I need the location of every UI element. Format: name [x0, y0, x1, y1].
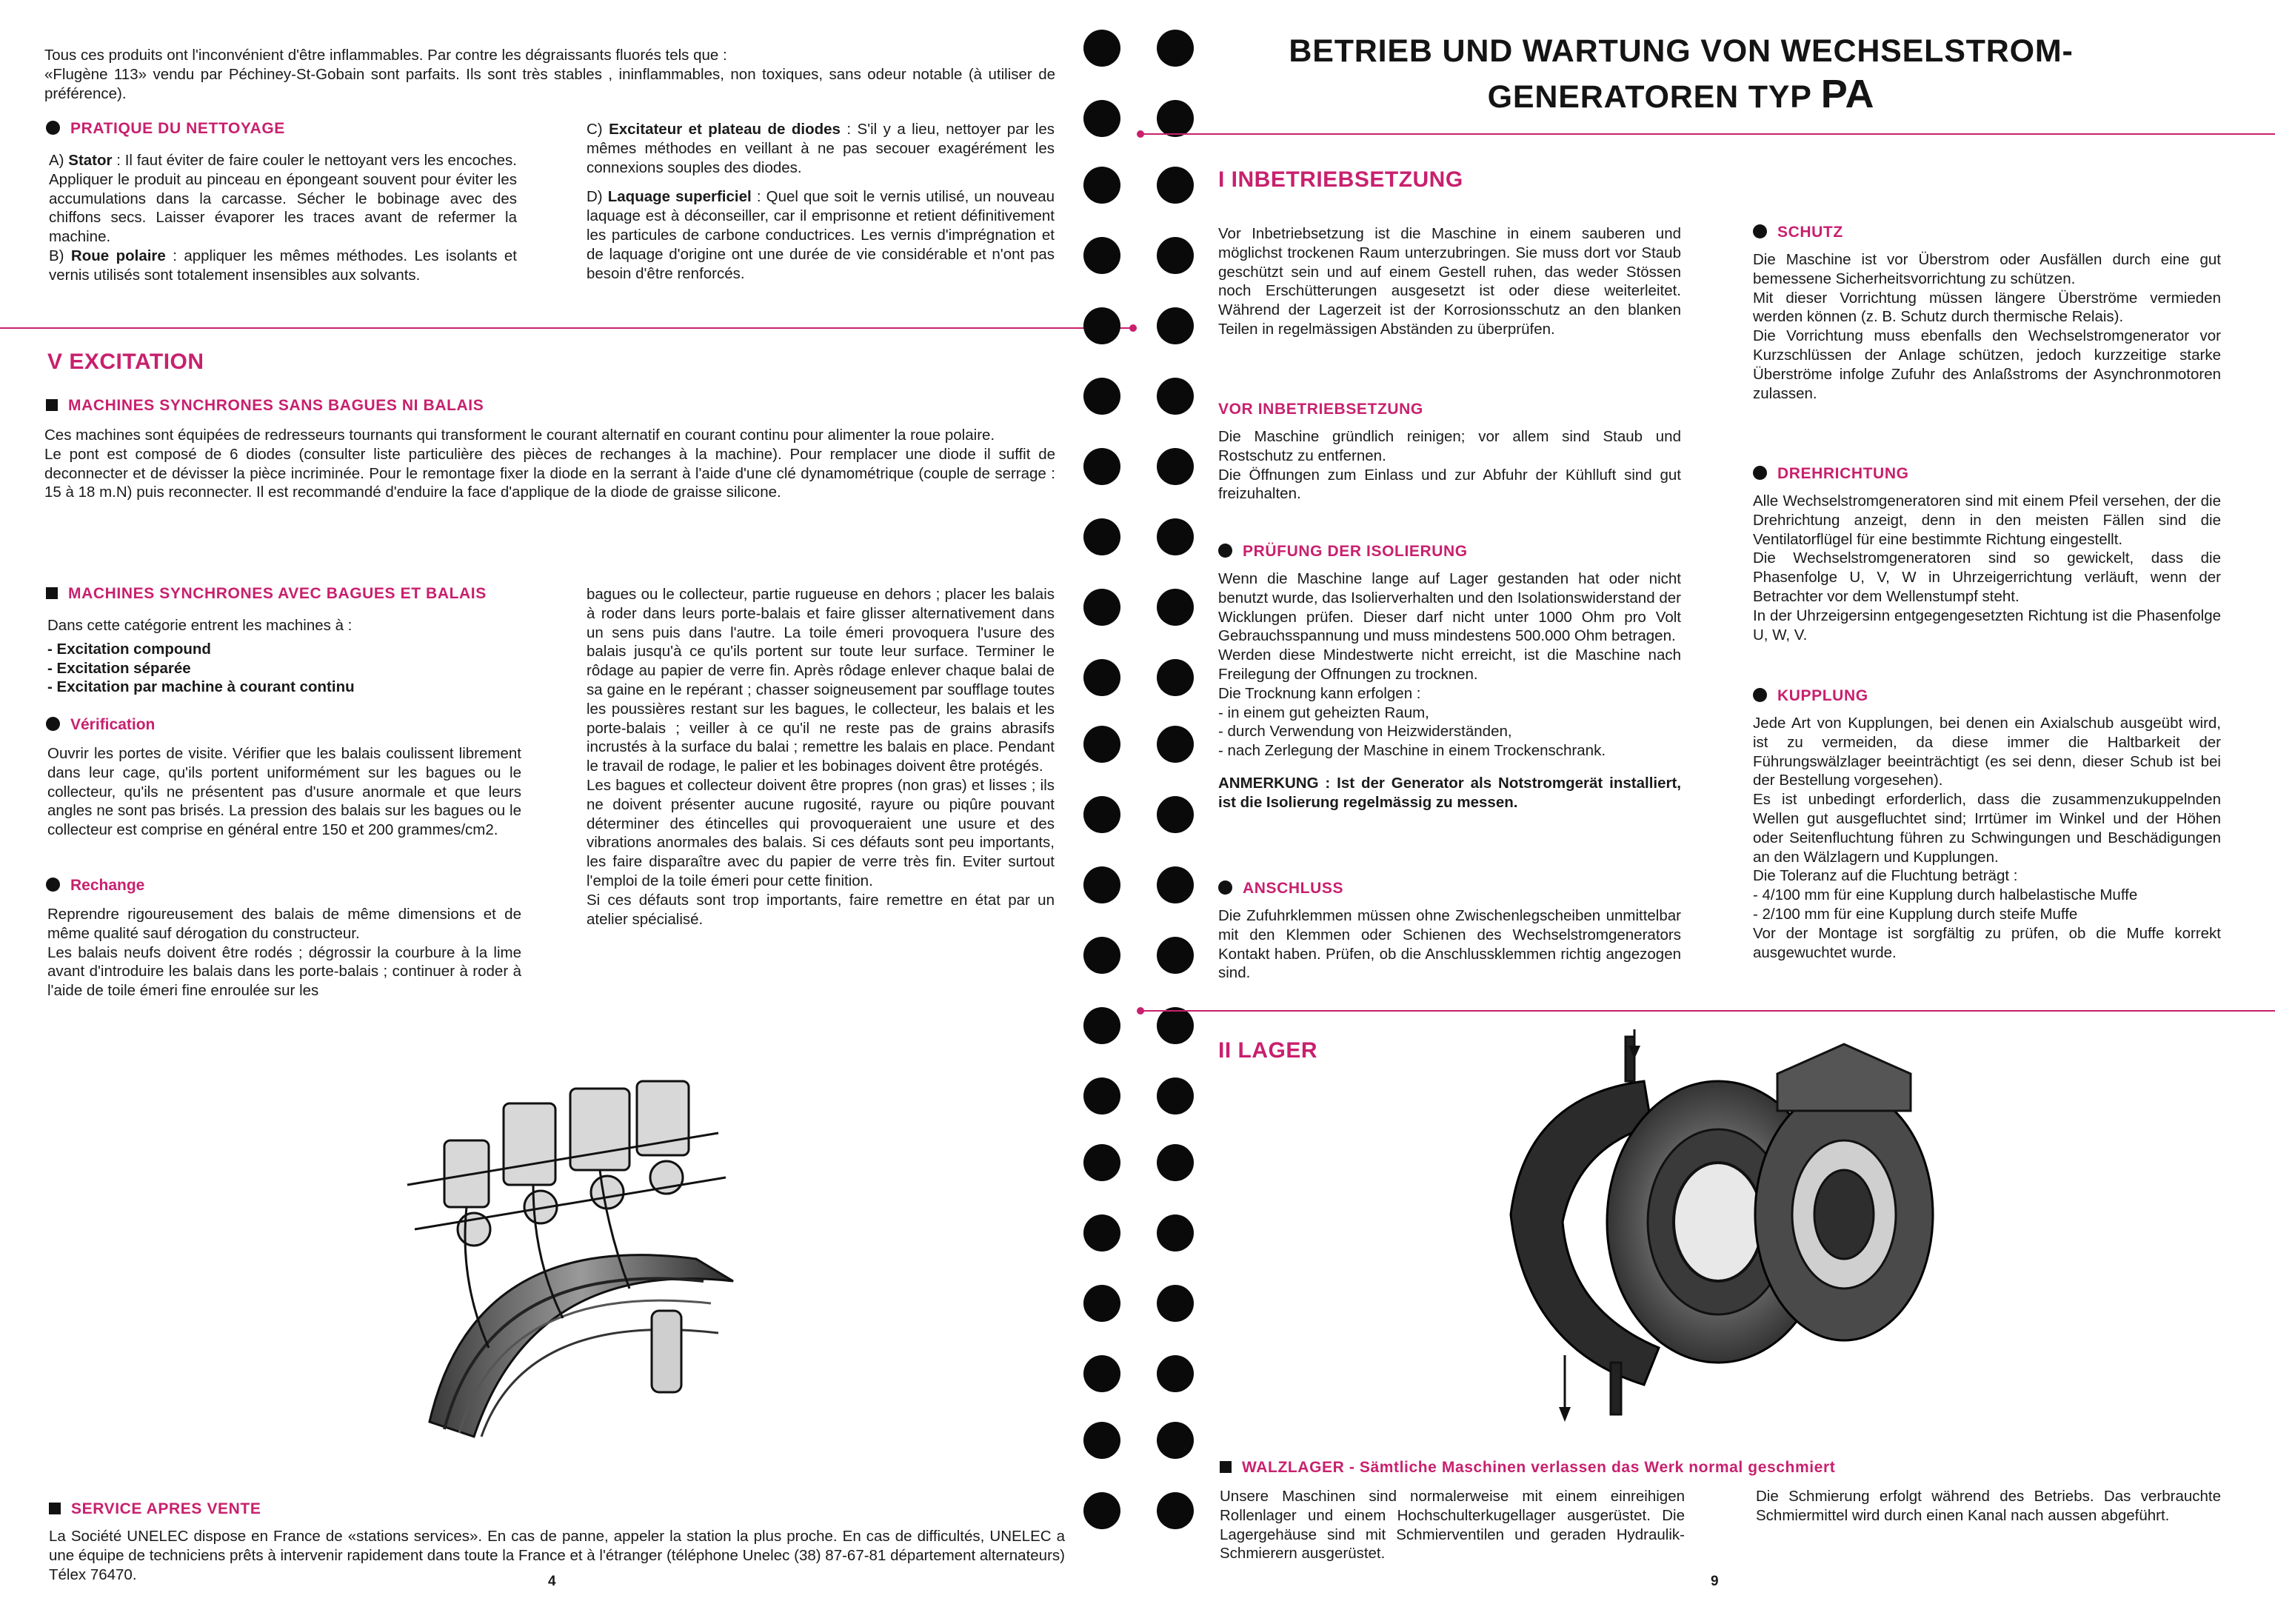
bullet-dot-icon [46, 878, 60, 892]
bullet-dot-icon [46, 121, 60, 135]
heading-rechange: Rechange [46, 877, 144, 895]
list-item: - Excitation par machine à courant continu [47, 678, 355, 696]
heading-v-excitation: V EXCITATION [47, 350, 204, 374]
inbetrieb-text: Vor Inbetriebsetzung ist die Maschine in einem sauberen und möglichst trockenen Raum unterzubringen. Sie muss dort vor Staub geschützt sein und auf einem Gestell ruhen, das weder Stössen noch Erschütterungen ausgesetzt ist oder diese weiterleitet. Während der Lagerzeit ist der Korrosionsschutz an den blanken Teilen in regelmässigen Abständen zu überprüfen. [1218, 225, 1681, 338]
heading-verification: Vérification [46, 716, 155, 734]
toleranz-list [1753, 886, 2221, 924]
avec-bagues-intro: Dans cette catégorie entrent les machines à : - Excitation compound - Excitation séparée - Excitation par machine à courant continu [47, 616, 521, 697]
section-divider-right-lager [1140, 1010, 2275, 1012]
bullet-dot-icon [1753, 466, 1767, 480]
heading-anschluss: ANSCHLUSS [1218, 880, 1343, 898]
heading-service-apres-vente: SERVICE APRES VENTE [49, 1500, 261, 1518]
list-item: - Excitation compound [47, 640, 211, 658]
rodage-col2: bagues ou le collecteur, partie rugueuse en dehors ; placer les balais à roder dans leurs porte-balais et faire glisser alternativement dans un sens puis dans l'autre. La toile émeri provoquera l'usure des balais jusqu'à ce qu'ils portent sur toute leur surface. Terminer le rôdage au papier de verre fin. Après rôdage enlever chaque balai de sa gaine en le repérant ; chasser soigneusement par soufflage toutes les poussières restant sur les bagues, le collecteur, les balais et les porte-balais ; veiller à ce qu'il ne reste pas de grains abrasifs incrustés à la surface du balai ; remettre les balais en place. Pendant le travail de rodage, le palier et les bobinages doivent être protégés. Les bagues et collecteur doivent être propres (non gras) et lisses ; ils ne doivent présenter aucune rugosité, rayure ou piqûre pouvant déterminer des étincelles qui provoqueraient une usure et des vibrations anormales des balais. Si ces défauts sont peu importants, les faire disparaître avec du papier de verre très fin. Eviter surtout l'emploi de la toile émeri pour cette finition. Si ces défauts sont trop importants, faire remettre en état par un atelier spécialisé. [587, 586, 1055, 928]
section-divider-right-top [1140, 133, 2275, 135]
page-number-left: 4 [548, 1574, 556, 1589]
walzlager-text: Unsere Maschinen sind normalerweise mit einem einreihigen Rollenlager und einem Hochschulterkugellager ausgerüstet. Die Lagergehäuse sind mit Schmierventilen und geraden Hydraulik-Schmierern ausgerüstet. [1220, 1488, 1685, 1563]
heading-walzlager: WALZLAGER - Sämtliche Maschinen verlassen das Werk normal geschmiert [1220, 1459, 1835, 1477]
brush-holder-illustration [385, 1037, 755, 1451]
bullet-square-icon [46, 587, 58, 599]
list-item: - 2/100 mm für eine Kupplung durch steife Muffe [1753, 905, 2078, 923]
heading-drehrichtung: DREHRICHTUNG [1753, 465, 1909, 483]
heading-pratique-nettoyage: PRATIQUE DU NETTOYAGE [46, 120, 285, 138]
heading-pruefung-isolierung: PRÜFUNG DER ISOLIERUNG [1218, 543, 1468, 561]
pruefung-text: Wenn die Maschine lange auf Lager gestanden hat oder nicht benutzt wurde, das Isolierverhalten und den Isolationswiderstand der Wicklungen prüfen. Dieser darf nicht unter 1000 Ohm pro Volt Gebrauchsspannung und muss mindestens 500.000 Ohm betragen. Werden diese Mindestwerte nicht erreicht, ist die Maschine nach Freilegung der Offnungen zu trocknen. Die Trocknung kann erfolgen : - in einem gut geheizten Raum, - durch Verwendung von Heizwiderständen, - nach Zerlegung der Maschine in einem Trockenschrank. ANMERKUNG : Ist der Generator als Notstromgerät installiert, ist die Isolierung regelmässig zu messen. [1218, 570, 1681, 811]
bullet-dot-icon [1753, 224, 1767, 238]
list-item: - nach Zerlegung der Maschine in einem Trockenschrank. [1218, 742, 1606, 760]
list-item: - in einem gut geheizten Raum, [1218, 704, 1429, 721]
bullet-dot-icon [1218, 544, 1232, 558]
heading-vor-inbetriebsetzung: VOR INBETRIEBSETZUNG [1218, 401, 1423, 418]
heading-schutz: SCHUTZ [1753, 224, 1843, 241]
vor-inbetrieb-text: Die Maschine gründlich reinigen; vor allem sind Staub und Rostschutz zu entfernen. Die Öffnungen zum Einlass und zur Abfuhr der Kühlluft sind gut freizuhalten. [1218, 428, 1681, 503]
drehrichtung-text: Alle Wechselstromgeneratoren sind mit einem Pfeil versehen, der die Drehrichtung anzeigt, denn in den meisten Fällen sind die Ventilatorflügel für eine bestimmte Richtung eingestellt. Die Wechselstromgeneratoren sind so gewickelt, dass die Phasenfolge U, V, W in Uhrzeigerrichtung verläuft, wenn der Betrachter vor dem Wellenstumpf steht. In der Uhrzeigersinn entgegengesetzten Richtung ist die Phasenfolge U, W, V. [1753, 492, 2221, 644]
excitation-types-list [47, 640, 521, 697]
heading-ii-lager: II LAGER [1218, 1038, 1318, 1063]
bullet-dot-icon [1753, 688, 1767, 702]
bullet-square-icon [49, 1503, 61, 1514]
schutz-text: Die Maschine ist vor Überstrom oder Ausfällen durch eine gut bemessene Sicherheitsvorrichtung zu schützen. Mit dieser Vorrichtung müssen längere Überströme vermieden werden können (z. B. Schutz durch thermische Relais). Die Vorrichtung muss ebenfalls den Wechselstromgenerator vor Kurzschlüssen der Anlage schützen, jedoch kurzzeitige starke Überströme infolge Zufuhr des Anlaßstroms der Asynchronmotoren zulassen. [1753, 251, 2221, 402]
page-number-right: 9 [1711, 1574, 1719, 1589]
anschluss-text: Die Zufuhrklemmen müssen ohne Zwischenlegscheiben unmittelbar mit den Klemmen oder Schienen des Wechselstromgenerators Kontakt haben. Prüfen, ob die Anschlussklemmen richtig angezogen sind. [1218, 907, 1681, 982]
intro-text: Tous ces produits ont l'inconvénient d'être inflammables. Par contre les dégraissants fluorés tels que : «Flugène 113» vendu par Péchiney-St-Gobain sont parfaits. Ils sont très stables , ininflammables, non toxiques, sans odeur notable (à utiliser de préférence). [44, 47, 1055, 102]
bearing-housing-illustration [1496, 1029, 1955, 1429]
heading-avec-bagues: MACHINES SYNCHRONES AVEC BAGUES ET BALAIS [46, 585, 487, 603]
heading-sans-bagues: MACHINES SYNCHRONES SANS BAGUES NI BALAIS [46, 397, 484, 415]
section-divider-left [0, 327, 1133, 329]
list-item: - Excitation séparée [47, 659, 191, 677]
trocknung-list [1218, 704, 1681, 761]
bullet-square-icon [1220, 1461, 1232, 1473]
bullet-dot-icon [1218, 880, 1232, 895]
heading-kupplung: KUPPLUNG [1753, 687, 1868, 705]
page-title: BETRIEB UND WARTUNG VON WECHSELSTROM- GENERATOREN TYP PA [1289, 33, 2074, 116]
bullet-dot-icon [46, 717, 60, 731]
nettoyage-col1: A) Stator : Il faut éviter de faire couler le nettoyant vers les encoches. Appliquer le produit au pinceau en épongeant souvent pour éviter les accumulations dans la carcasse. Sécher le bobinage avec des chiffons secs. Laisser évaporer les traces avant de refermer la machine. B) Roue polaire : appliquer les mêmes méthodes. Les isolants et vernis utilisés sont totalement insensibles aux solvants. [49, 152, 518, 284]
kupplung-text: Jede Art von Kupplungen, bei denen ein Axialschub ausgeübt wird, ist zu vermeiden, da diese immer die Haltbarkeit der Führungswälzlager beeinträchtigt (es sei denn, dieser Schub ist bei der Bestellung vorgesehen). Es ist unbedingt erforderlich, dass die zusammenzukuppelnden Wellen gut ausgefluchtet sind; Irrtümer im Winkel und der Höhen oder Seitenfluchtung führen zu Schwingungen und Beschädigungen an den Wälzlagern und Kupplungen. Die Toleranz auf die Fluchtung beträgt : - 4/100 mm für eine Kupplung durch halbelastische Muffe - 2/100 mm für eine Kupplung durch steife Muffe Vor der Montage ist sorgfältig zu prüfen, ob die Muffe korrekt ausgewuchtet wurde. [1753, 715, 2221, 961]
list-item: - durch Verwendung von Heizwiderständen, [1218, 723, 1512, 741]
verification-text: Ouvrir les portes de visite. Vérifier que les balais coulissent librement dans leur cage, qu'ils portent uniformément sur les bagues ou le collecteur, qu'ils ne présentent pas d'usure anormale et que leurs angles ne sont pas brisés. La pression des balais sur les bagues ou le collecteur est comprise en général entre 150 et 200 grammes/cm2. [47, 745, 521, 839]
heading-inbetriebsetzung: I INBETRIEBSETZUNG [1218, 167, 1463, 192]
rechange-text: Reprendre rigoureusement des balais de même dimensions et de même qualité sauf dérogation du constructeur. Les balais neufs doivent être rodés ; dégrossir la courbure à la lime avant d'introduire les balais dans les porte-balais ; continuer à roder à l'aide de toile émeri fine enroulée sur les [47, 906, 521, 1000]
service-text: La Société UNELEC dispose en France de «stations services». En cas de panne, appeler la station la plus proche. En cas de difficultés, UNELEC a une équipe de techniciens prêts à intervenir rapidement dans toute la France et à l'étranger (téléphone Unelec (38) 87-67-81 département alternateurs) Télex 76470. [49, 1528, 1065, 1583]
list-item: - 4/100 mm für eine Kupplung durch halbelastische Muffe [1753, 886, 2138, 904]
bullet-square-icon [46, 399, 58, 411]
nettoyage-col2: C) Excitateur et plateau de diodes : S'il y a lieu, nettoyer par les mêmes méthodes en veillant à ne pas secouer exagérément les connexions souples des diodes. D) Laquage superficiel : Quel que soit le vernis utilisé, un nouveau laquage est à déconseiller, car il emprisonne et retient définitivement les particules de carbone conductrices. Les vernis d'imprégnation et de laquage d'origine ont une durée de vie considérable et n'ont pas besoin d'être renforcés. [587, 121, 1055, 282]
schmierung-text: Die Schmierung erfolgt während des Betriebs. Das verbrauchte Schmiermittel wird durch einen Kanal nach aussen abgeführt. [1756, 1488, 2221, 1524]
sans-bagues-text: Ces machines sont équipées de redresseurs tournants qui transforment le courant alternatif en courant continu pour alimenter la roue polaire. Le pont est composé de 6 diodes (consulter liste particulière des pièces de rechanges à la machine). Pour remplacer une diode il suffit de deconnecter et de dévisser la pièce incriminée. Pour le remontage fixer la diode en la serrant à l'aide d'une clé dynamométrique (couple de serrage : 15 à 18 m.N) puis reconnecter. Il est recommandé d'enduire la face d'applique de la diode de graisse silicone. [44, 427, 1055, 501]
